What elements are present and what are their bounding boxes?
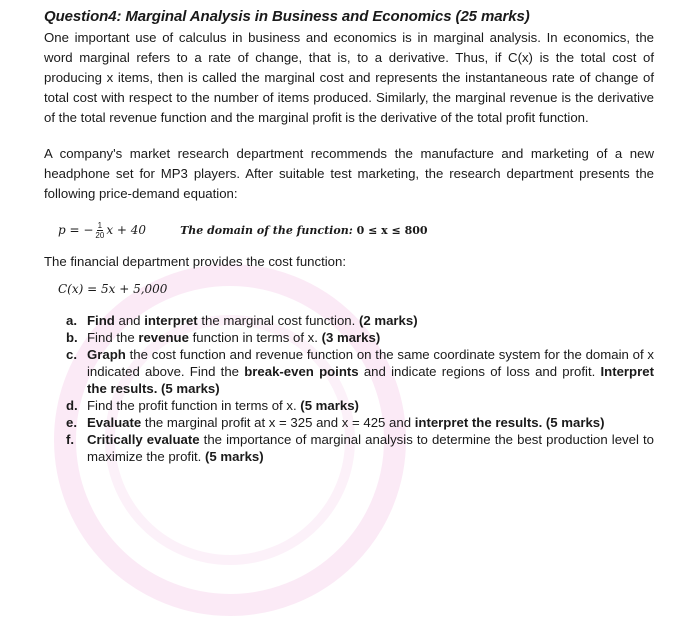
task-text-bold: revenue: [138, 330, 189, 346]
equation-fraction: [95, 221, 104, 240]
cost-function-equation: C(x) = 5x + 5,000: [58, 282, 168, 297]
task-letter: d.: [66, 398, 78, 414]
task-item: [44, 414, 654, 431]
fraction-denominator: 20: [95, 230, 105, 240]
domain-label: The domain of the function:: [180, 223, 353, 237]
task-text: the marginal cost function.: [197, 313, 359, 329]
task-text: and indicate regions of loss and profit.: [358, 364, 601, 380]
task-text-bold: (3 marks): [321, 330, 381, 346]
price-demand-equation: [58, 218, 654, 242]
task-text: the importance of marginal analysis to determine the best production level to maximize the profit.: [87, 432, 654, 465]
task-item: [44, 431, 654, 465]
task-text: Find the profit function in terms of x.: [87, 398, 301, 414]
task-text-bold: (2 marks): [358, 313, 418, 329]
task-text: the cost function and revenue function on the same coordinate system for the domain of x indicated above. Find the: [87, 347, 654, 380]
task-text: the marginal profit at x = 325 and x = 425 and: [141, 415, 415, 431]
task-letter: c.: [66, 347, 77, 363]
task-list: [44, 312, 654, 465]
task-text-bold: Find: [87, 313, 115, 329]
task-text: function in terms of x.: [188, 330, 322, 346]
domain-value: 0 ≤ x ≤ 800: [356, 223, 428, 237]
task-text-bold: Critically evaluate: [87, 432, 200, 448]
task-letter: b.: [66, 330, 78, 346]
task-text-bold: interpret the results. (5 marks): [414, 415, 605, 431]
task-item: [44, 312, 654, 329]
task-text-bold: (5 marks): [205, 449, 264, 465]
task-text-bold: Graph: [87, 347, 126, 363]
domain-statement: [180, 224, 427, 237]
question-title: Question4: Marginal Analysis in Business and Economics (25 marks): [44, 8, 530, 25]
question-document: [44, 8, 654, 465]
cost-intro: The financial department provides the cost function:: [44, 254, 347, 269]
equation-lhs: p = −: [58, 223, 94, 237]
task-text-bold: (5 marks): [300, 398, 359, 414]
task-item: [44, 329, 654, 346]
task-item: [44, 346, 654, 397]
task-item: [44, 397, 654, 414]
fraction-numerator: 1: [97, 220, 103, 230]
task-text-bold: Interpret the results. (5 marks): [87, 364, 654, 397]
equation-rhs: x + 40: [106, 223, 147, 237]
intro-paragraph: One important use of calculus in business and economics is in marginal analysis. In economics, the word marginal refers to a rate of change, that is, to a derivative. Thus, if C(x) is the total cost of producing x items, then is called the marginal cost and represents the instantaneous rate of change of total cost with respect to the number of items produced. Similarly, the marginal revenue is the derivative of the total revenue function and the marginal profit is the derivative of the total profit function.: [44, 30, 654, 125]
task-text-bold: Evaluate: [87, 415, 142, 431]
task-text-bold: interpret: [144, 313, 198, 329]
task-text: Find the: [87, 330, 139, 346]
task-text: and: [114, 313, 145, 329]
task-text-bold: break-even points: [244, 364, 359, 380]
task-letter: a.: [66, 313, 77, 329]
scenario-paragraph: A company's market research department recommends the manufacture and marketing of a new headphone set for MP3 players. After suitable test marketing, the research department presents the following price-demand equation:: [44, 146, 654, 201]
task-letter: f.: [66, 432, 75, 448]
task-letter: e.: [66, 415, 77, 431]
